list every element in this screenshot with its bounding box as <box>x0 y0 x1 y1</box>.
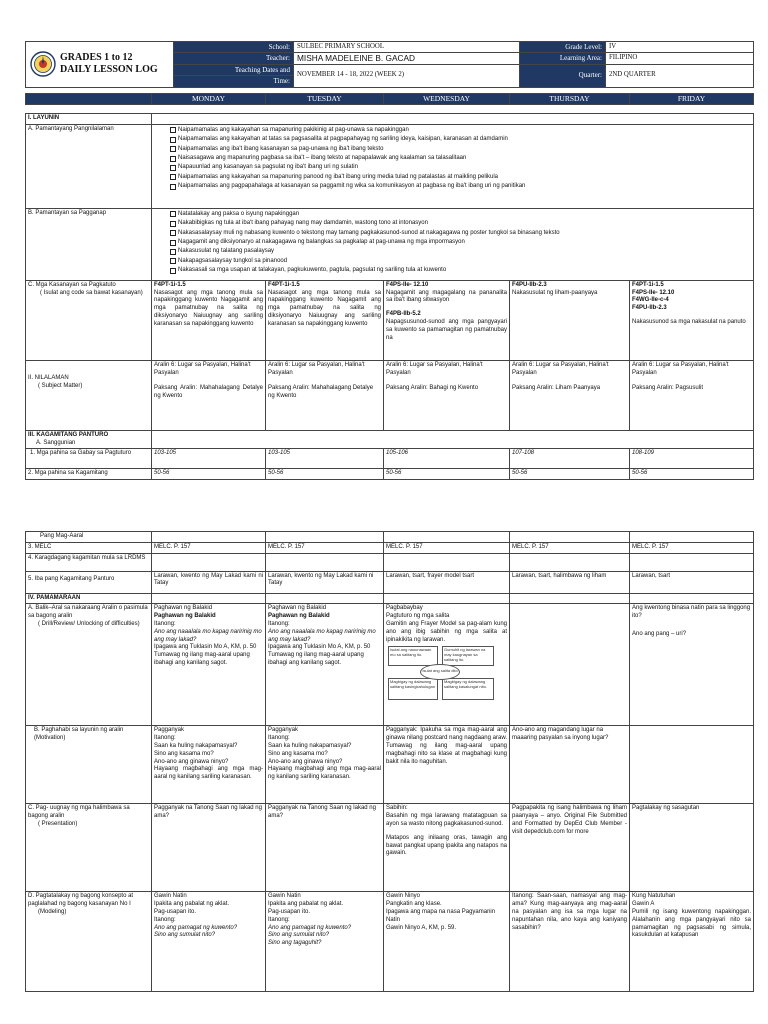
pag-uugnay-thursday: Pagpapakita ng isang halimbawa ng liham paanyaya – anyo. Original File Submitted and Formatted by DepEd Club Member - visit depedclub.com for more <box>510 804 630 892</box>
kagamitang-wednesday: 50-56 <box>384 469 510 480</box>
frayer-box: Isulat ang nauunawaan mo sa salitang ito. <box>388 646 438 666</box>
lesson-table-part1 <box>25 113 754 480</box>
list-item: Nakasasali sa mga usapan at talakayan, pagkukuwento, pagtula, pagsulat ng sariling tula at kuwento <box>170 266 751 275</box>
nilalaman-wednesday <box>384 360 510 430</box>
line: Hayaang magbahagi ang mga mag-aaral ng kanilang sariling karanasan. <box>268 766 381 781</box>
nilalaman-label: II. NILALAMAN <box>28 374 69 381</box>
line: Ano ang pamagat ng kuwento? <box>154 924 238 931</box>
nilalaman-sub: ( Subject Matter) <box>38 382 83 389</box>
line: Hayaang magbahagi ang mga mag-aaral ng kanilang sariling karanasan. <box>154 766 263 781</box>
paghahabi-wednesday: Pagganyak: Ipakuha sa mga mag-aaral ang ginawa nilang postcard nang nagdaang araw. Tumawag ng ilang mag-aaral upang magbahagi nito sa klase at magbahagi kung bakit nila ito naguhitan. <box>384 726 510 804</box>
aralin: Aralin 6: Lugar sa Pasyalan, Halina't Pasyalan <box>268 361 365 376</box>
line: Gawin Natin <box>268 893 301 900</box>
frayer-box: Gumuhit ng larawan na may kaugnayan sa salitang ito. <box>442 646 494 666</box>
pagtatalakay-label: D. Pagtatalakay ng bagong konsepto at paglalahad ng bagong kasanayan No I <box>28 893 134 908</box>
pag-uugnay-wednesday <box>384 804 510 892</box>
pamantayan-pagganap-label: B. Pamantayan sa Pagganap <box>26 208 152 280</box>
dates-label-2 <box>174 76 294 87</box>
gabay-thursday: 107-108 <box>510 449 630 469</box>
pamamaraan-blank <box>266 593 384 604</box>
line: Sino ang kasama mo? <box>154 750 214 757</box>
pag-uugnay-sub: ( Presentation) <box>38 820 78 827</box>
paksa: Paksang Aralin: Liham Paanyaya <box>512 385 601 392</box>
kagamitang-tuesday: 50-56 <box>266 469 384 480</box>
melc-thursday: MELC. P. 157 <box>510 542 630 553</box>
list-item: Naipamamalas ang kakayahan sa mapanuring pakikinig at pag-unawa sa napakinggan <box>170 126 751 135</box>
day-thursday: THURSDAY <box>510 94 630 105</box>
line: Tumawag ng ilang mag-aaral upang ibahagi ang kanilang sagot. <box>268 652 364 666</box>
cont-blank <box>266 532 384 543</box>
lrdms-blank <box>266 553 384 571</box>
kasanayan-thursday <box>510 280 630 360</box>
balik-aral-monday <box>152 604 266 726</box>
pamantayan-nilalaman-list <box>170 126 751 192</box>
line: Itanong: <box>268 916 290 923</box>
aralin: Aralin 6: Lugar sa Pasyalan, Halina't Pasyalan <box>386 361 483 376</box>
deped-seal-icon <box>30 51 56 77</box>
code: F4PT-1i-1.5 <box>154 281 186 288</box>
grade-value: IV <box>606 42 754 53</box>
paghahabi-friday <box>630 726 754 804</box>
balik-aral-sub: ( Drill/Review/ Unlocking of difficulties) <box>38 620 140 627</box>
gabay-label: 1. Mga pahina sa Gabay sa Pagtuturo <box>26 449 152 469</box>
pamamaraan-blank <box>510 593 630 604</box>
pamantayan-nilalaman-cell <box>152 124 754 208</box>
list-item: Nakasusulat ng talatang pasalaysay <box>170 247 751 256</box>
grade-label: Grade Level: <box>520 42 606 53</box>
list-item: Naipamamalas ang kakayahan sa mapanuring panood ng iba't ibang uring media tulad ng patalastas at maikling pelikula <box>170 173 751 182</box>
pamamaraan-blank <box>384 593 510 604</box>
layunin-blank <box>152 114 754 125</box>
line: Saan ka huling nakapamasyal? <box>268 742 352 749</box>
list-item: Nakasasalaysay muli ng nabasang kuwento o tekstong may tamang pagkakasunod-sunod at nakagagawa ng poster tungkol sa binasang teksto <box>170 229 751 238</box>
cont-blank <box>630 532 754 543</box>
line: Ano-ano ang ginawa ninyo? <box>268 758 343 765</box>
list-item: Naipamamalas ang pagpapahalaga at kasanayan sa paggamit ng wika sa komunikasyon at pagbasa ng iba't ibang uri ng panitikan <box>170 182 751 191</box>
melc-wednesday: MELC. P. 157 <box>384 542 510 553</box>
kasanayan-friday <box>630 280 754 360</box>
balik-aral-tuesday <box>266 604 384 726</box>
line: Ipagawa ang mapa na nasa Pagyamanin Natin <box>386 908 496 923</box>
dates-label-line1: Teaching Dates and <box>234 65 290 74</box>
gabay-friday: 108-109 <box>630 449 754 469</box>
school-label: School: <box>174 42 294 53</box>
line: Ano ang pamagat ng kuwento? <box>268 924 352 931</box>
line: Gamitin ang Frayer Model sa pag-alam kung ano ang ibig sabihin ng mga salita at ipinakikita ng larawan. <box>386 620 507 643</box>
aralin: Aralin 6: Lugar sa Pasyalan, Halina't Pasyalan <box>512 361 609 376</box>
kagamitan-label-cell <box>26 430 152 449</box>
line: Pagtuturo ng mga salita <box>386 613 450 620</box>
iba-tuesday: Larawan, kwento ng May Lakad kami ni Tatay <box>266 571 384 593</box>
kagamitan-blank <box>152 430 754 449</box>
iba-friday: Larawan, tsart <box>630 571 754 593</box>
kasanayan-sub: ( Isulat ang code sa bawat kasanayan) <box>40 289 143 296</box>
aralin: Aralin 6: Lugar sa Pasyalan, Halina't Pasyalan <box>632 361 729 376</box>
kagamitang-friday: 50-56 <box>630 469 754 480</box>
balik-aral-label: A. Balik–Aral sa nakaraang Aralin o pasimula sa bagong aralin <box>28 605 148 620</box>
pamantayan-pagganap-cell <box>152 208 754 280</box>
text: Nasasagot ang mga tanong mula sa napakinggang kuwento Nagagamit ang mga pamatnubay na salita ng diksiyonaryo Naiuugnay ang sariling karanasan sa napakinggang kuwento <box>154 289 263 327</box>
line: Ano-ano ang ginawa ninyo? <box>154 758 229 765</box>
kagamitang-label: 2. Mga pahina sa Kagamitang <box>26 469 152 480</box>
lesson-table-part2 <box>25 531 754 992</box>
quarter-value: 2ND QUARTER <box>606 65 754 88</box>
lrdms-blank <box>630 553 754 571</box>
text: Nagagamit ang magagalang na pananalita sa iba't ibang sitwasyon <box>386 289 507 304</box>
cont-blank <box>152 532 266 543</box>
nilalaman-friday <box>630 360 754 430</box>
list-item: Nakabibigkas ng tula at iba't ibang pahayag nang may damdamin, wastong tono at intonasyon <box>170 219 751 228</box>
paghahabi-label: B. Paghahabi sa layunin ng aralin (Motivation) <box>26 726 152 804</box>
code: F4PT-1i-1.5 <box>268 281 300 288</box>
line: Pagganyak <box>154 727 185 734</box>
line: Ano ang naaalala mo kapag naririnig mo ang may lakad? <box>154 628 262 643</box>
cont-label: Pang Mag-Aaral <box>26 532 152 543</box>
lrdms-blank <box>152 553 266 571</box>
melc-label: 3. MELC <box>26 542 152 553</box>
dates-value: NOVEMBER 14 - 18, 2022 (WEEK 2) <box>294 65 520 88</box>
nilalaman-label-cell <box>26 360 152 430</box>
list-item: Nagagamit ang diksiyonaryo at nakagagawa ng balangkas sa pagkalap at pag-unawa ng mga impormasyon <box>170 238 751 247</box>
pamamaraan-blank <box>152 593 266 604</box>
nilalaman-monday <box>152 360 266 430</box>
pag-uugnay-friday: Pagtalakay ng sasagutan <box>630 804 754 892</box>
code: F4PS-IIe- 12.10 <box>632 289 675 296</box>
paksa: Paksang Aralin: Mahahalagang Detalye ng Kwento <box>268 385 374 400</box>
frayer-box: Magbigay ng dalawang salitang kasalungat nito. <box>442 678 494 700</box>
paksa: Paksang Aralin: Mahahalagang Detalye ng Kwento <box>154 385 263 400</box>
paghahabi-tuesday <box>266 726 384 804</box>
code: F4PU-IIb-2.3 <box>512 281 547 288</box>
iba-wednesday: Larawan, tsart, frayer model tsart <box>384 571 510 593</box>
pag-uugnay-tuesday: Pagganyak na Tanong Saan ng lakad ng ama? <box>266 804 384 892</box>
school-value: SULBEC PRIMARY SCHOOL <box>294 42 520 53</box>
iba-kagamitan-label: 5. Iba pang Kagamitang Panturo <box>26 571 152 593</box>
area-label: Learning Area: <box>520 53 606 65</box>
frayer-box: Magbigay ng dalawang salitang kasingkahulugan <box>388 678 438 700</box>
code: F4PU-IIb-2.3 <box>632 305 667 312</box>
line: Gawin Ninyo <box>386 893 421 900</box>
line: Pagbabaybay <box>386 605 423 612</box>
dates-label <box>174 65 294 76</box>
line: Pumili ng isang kuwentong napakinggan. Alalahanin ang mga pangyayari nito sa pamamagitan ng pagsasabi ng simula, kasukdulan at katapusan <box>632 908 751 939</box>
line: Itanong: <box>268 735 290 742</box>
balik-aral-wednesday <box>384 604 510 726</box>
balik-aral-friday <box>630 604 754 726</box>
cont-blank <box>384 532 510 543</box>
kasanayan-wednesday <box>384 280 510 360</box>
pagtatalakay-wednesday <box>384 892 510 992</box>
kasanayan-monday <box>152 280 266 360</box>
list-item: Naipamamalas ang kakayahan at tatas sa pagsasalita at pagpapahayag ng sariling ideya, kaisipan, karanasan at damdamin <box>170 135 751 144</box>
nilalaman-thursday <box>510 360 630 430</box>
list-item: Natatalakay ang paksa o isyung napakinggan <box>170 210 751 219</box>
quarter-label: Quarter: <box>520 65 606 88</box>
gabay-wednesday: 105-106 <box>384 449 510 469</box>
list-item: Nakapagsasalaysay tungkol sa pinanood <box>170 257 751 266</box>
paghahabi-monday <box>152 726 266 804</box>
text: Nakasusunod sa mga nakasulat na panuto <box>632 318 746 325</box>
line: Tumawag ng ilang mag-aaral upang ibahagi ang kanilang sagot. <box>154 652 250 666</box>
kasanayan-label: C. Mga Kasanayan sa Pagkatuto <box>28 281 116 288</box>
code: F4PT-1i-1.5 <box>632 281 664 288</box>
day-tuesday: TUESDAY <box>266 94 384 105</box>
line: Sabihin: <box>386 805 408 812</box>
text: Nasasagot ang mga tanong mula sa napakinggang kuwento Nagagamit ang mga pamatnubay na salita ng diksiyonaryo Naiuugnay ang sariling karanasan sa napakinggang kuwento <box>268 289 381 327</box>
kagamitang-monday: 50-56 <box>152 469 266 480</box>
lrdms-label: 4. Karagdagang kagamitan mula sa LRDMS <box>26 553 152 571</box>
balik-aral-thursday <box>510 604 630 726</box>
brand-line1: GRADES 1 to 12 <box>60 51 133 63</box>
pagtatalakay-tuesday <box>266 892 384 992</box>
line: Gawin Ninyo A, KM, p. 59. <box>386 924 457 931</box>
heading-bold: Paghawan ng Balakid <box>154 613 216 620</box>
line: Gawin Natin <box>154 893 187 900</box>
line: Itanong: <box>154 620 176 627</box>
lrdms-blank <box>384 553 510 571</box>
cont-blank <box>510 532 630 543</box>
line: Pangkatin ang klase. <box>386 901 442 908</box>
frayer-model-diagram <box>386 646 507 702</box>
iba-thursday: Larawan, tsart, halimbawa ng liham <box>510 571 630 593</box>
line: Ang kwentong binasa natin para sa linggong ito? <box>632 605 751 620</box>
day-wednesday: WEDNESDAY <box>384 94 510 105</box>
pamamaraan-blank <box>630 593 754 604</box>
pamantayan-nilalaman-label: A. Pamantayang Pangnilalaman <box>26 124 152 208</box>
days-header <box>25 93 754 105</box>
code: F4PS-IIe- 12.10 <box>386 281 429 288</box>
line: Sino ang tagaguhit? <box>268 940 322 947</box>
kagamitan-label: III. KAGAMITANG PANTURO <box>28 431 109 438</box>
pagtatalakay-label-cell <box>26 892 152 992</box>
paghahabi-thursday: Ano-ano ang magandang lugar na maaaring pasyalan sa inyong lugar? <box>510 726 630 804</box>
heading: Paghawan ng Balakid <box>268 605 327 612</box>
pag-uugnay-label: C. Pag- uugnay ng mga halimbawa sa bagong aralin <box>28 805 130 820</box>
iba-monday: Larawan, kwento ng May Lakad kami ni Tatay <box>152 571 266 593</box>
melc-friday: MELC. P. 157 <box>630 542 754 553</box>
header-table <box>25 41 754 88</box>
pagtatalakay-monday <box>152 892 266 992</box>
day-friday: FRIDAY <box>630 94 754 105</box>
balik-aral-label-cell <box>26 604 152 726</box>
gabay-monday: 103-105 <box>152 449 266 469</box>
aralin: Aralin 6: Lugar sa Pasyalan, Halina't Pasyalan <box>154 361 251 376</box>
teacher-label: Teacher: <box>174 53 294 65</box>
code: F4WG-IIe-c-4 <box>632 297 669 304</box>
melc-monday: MELC. P. 157 <box>152 542 266 553</box>
brand-cell <box>26 42 174 88</box>
line: Ano ang naaalala mo kapag naririnig mo ang may lakad? <box>268 628 376 643</box>
pamamaraan-heading: IV. PAMAMARAAN <box>26 593 152 604</box>
line: Ipagawa ang Tuklasin Mo A, KM, p. 50 <box>154 644 257 651</box>
line: Ipakita ang pabalat ng aklat. <box>268 901 344 908</box>
sanggunian-label: A. Sanggunian <box>36 439 76 446</box>
line: Matapos ang inilaang oras, tawagin ang bawat pangkat upang ipakita ang natapos na gawain. <box>386 834 507 857</box>
melc-tuesday: MELC. P. 157 <box>266 542 384 553</box>
line: Basahin ng mga larawang matatagpuan sa ayon sa wasto nitong pagkakasunod-sunod. <box>386 813 507 827</box>
days-corner <box>26 94 152 105</box>
kagamitang-thursday: 50-56 <box>510 469 630 480</box>
line: Itanong: <box>154 735 176 742</box>
line: Pag-usapan ito. <box>268 908 311 915</box>
list-item: Naisasagawa ang mapanuring pagbasa sa iba't – ibang teksto at napapalawak ang kaalaman sa talasalitaan <box>170 154 751 163</box>
dates-label-line2: Time: <box>273 76 290 85</box>
day-monday: MONDAY <box>152 94 266 105</box>
line: Kung Natutuhan <box>632 893 676 900</box>
teacher-value: MISHA MADELEINE B. GACAD <box>294 53 520 65</box>
paksa: Paksang Aralin: Bahagi ng Kwento <box>386 385 479 392</box>
lrdms-blank <box>510 553 630 571</box>
list-item: Naipamamalas ang iba't ibang kasanayan sa pag-unawa ng iba't ibang teksto <box>170 145 751 154</box>
line: Ipakita ang pabalat ng aklat. <box>154 901 230 908</box>
line: Ipagawa ang Tuklasin Mo A, KM, p. 50 <box>268 644 371 651</box>
pagtatalakay-thursday: Itanong: Saan-saan, namasyal ang mag-ama? Kung mag-aanyaya ang mag-aaral na pasyalan ang isa sa mga lugar na napuntahan nila, ano kaya ang kaniyang sasabihin? <box>510 892 630 992</box>
pag-uugnay-monday: Pagganyak na Tanong Saan ng lakad ng ama? <box>152 804 266 892</box>
heading-bold: Paghawan ng Balakid <box>268 613 330 620</box>
gabay-tuesday: 103-105 <box>266 449 384 469</box>
line: Itanong: <box>268 620 290 627</box>
line: Itanong: <box>154 916 176 923</box>
kasanayan-label-cell <box>26 280 152 360</box>
line: Sino ang kasama mo? <box>268 750 328 757</box>
pagtatalakay-sub: (Modeling) <box>38 908 67 915</box>
nilalaman-tuesday <box>266 360 384 430</box>
pamantayan-pagganap-list <box>170 210 751 276</box>
frayer-center: Isulat ang salita dito <box>420 664 460 680</box>
line: Sino ang sumulat nito? <box>268 932 330 939</box>
pagtatalakay-friday <box>630 892 754 992</box>
code: F4PB-IIb-5.2 <box>386 311 421 318</box>
line: Gawin A <box>632 901 655 908</box>
brand-line2: DAILY LESSON LOG <box>60 64 158 76</box>
list-item: Napauunlad ang kasanayan sa pagsulat ng iba't ibang uri ng sulatin <box>170 163 751 172</box>
paksa: Paksang Aralin: Pagsusulit <box>632 385 704 392</box>
layunin-heading: I. LAYUNIN <box>26 114 152 125</box>
line: Saan ka huling nakapamasyal? <box>154 742 238 749</box>
line: Pagganyak <box>268 727 299 734</box>
line: Ano ang pang – uri? <box>632 630 687 637</box>
heading: Paghawan ng Balakid <box>154 605 213 612</box>
line: Pag-usapan ito. <box>154 908 197 915</box>
text: Nakasusulat ng liham-paanyaya <box>512 289 598 296</box>
pag-uugnay-label-cell <box>26 804 152 892</box>
line: Sino ang sumulat nito? <box>154 932 216 939</box>
text: Napagsusunod-sunod ang mga pangyayari sa kuwento sa pamamagitan ng pamatnubay na <box>386 318 507 341</box>
kasanayan-tuesday <box>266 280 384 360</box>
area-value: FILIPINO <box>606 53 754 65</box>
